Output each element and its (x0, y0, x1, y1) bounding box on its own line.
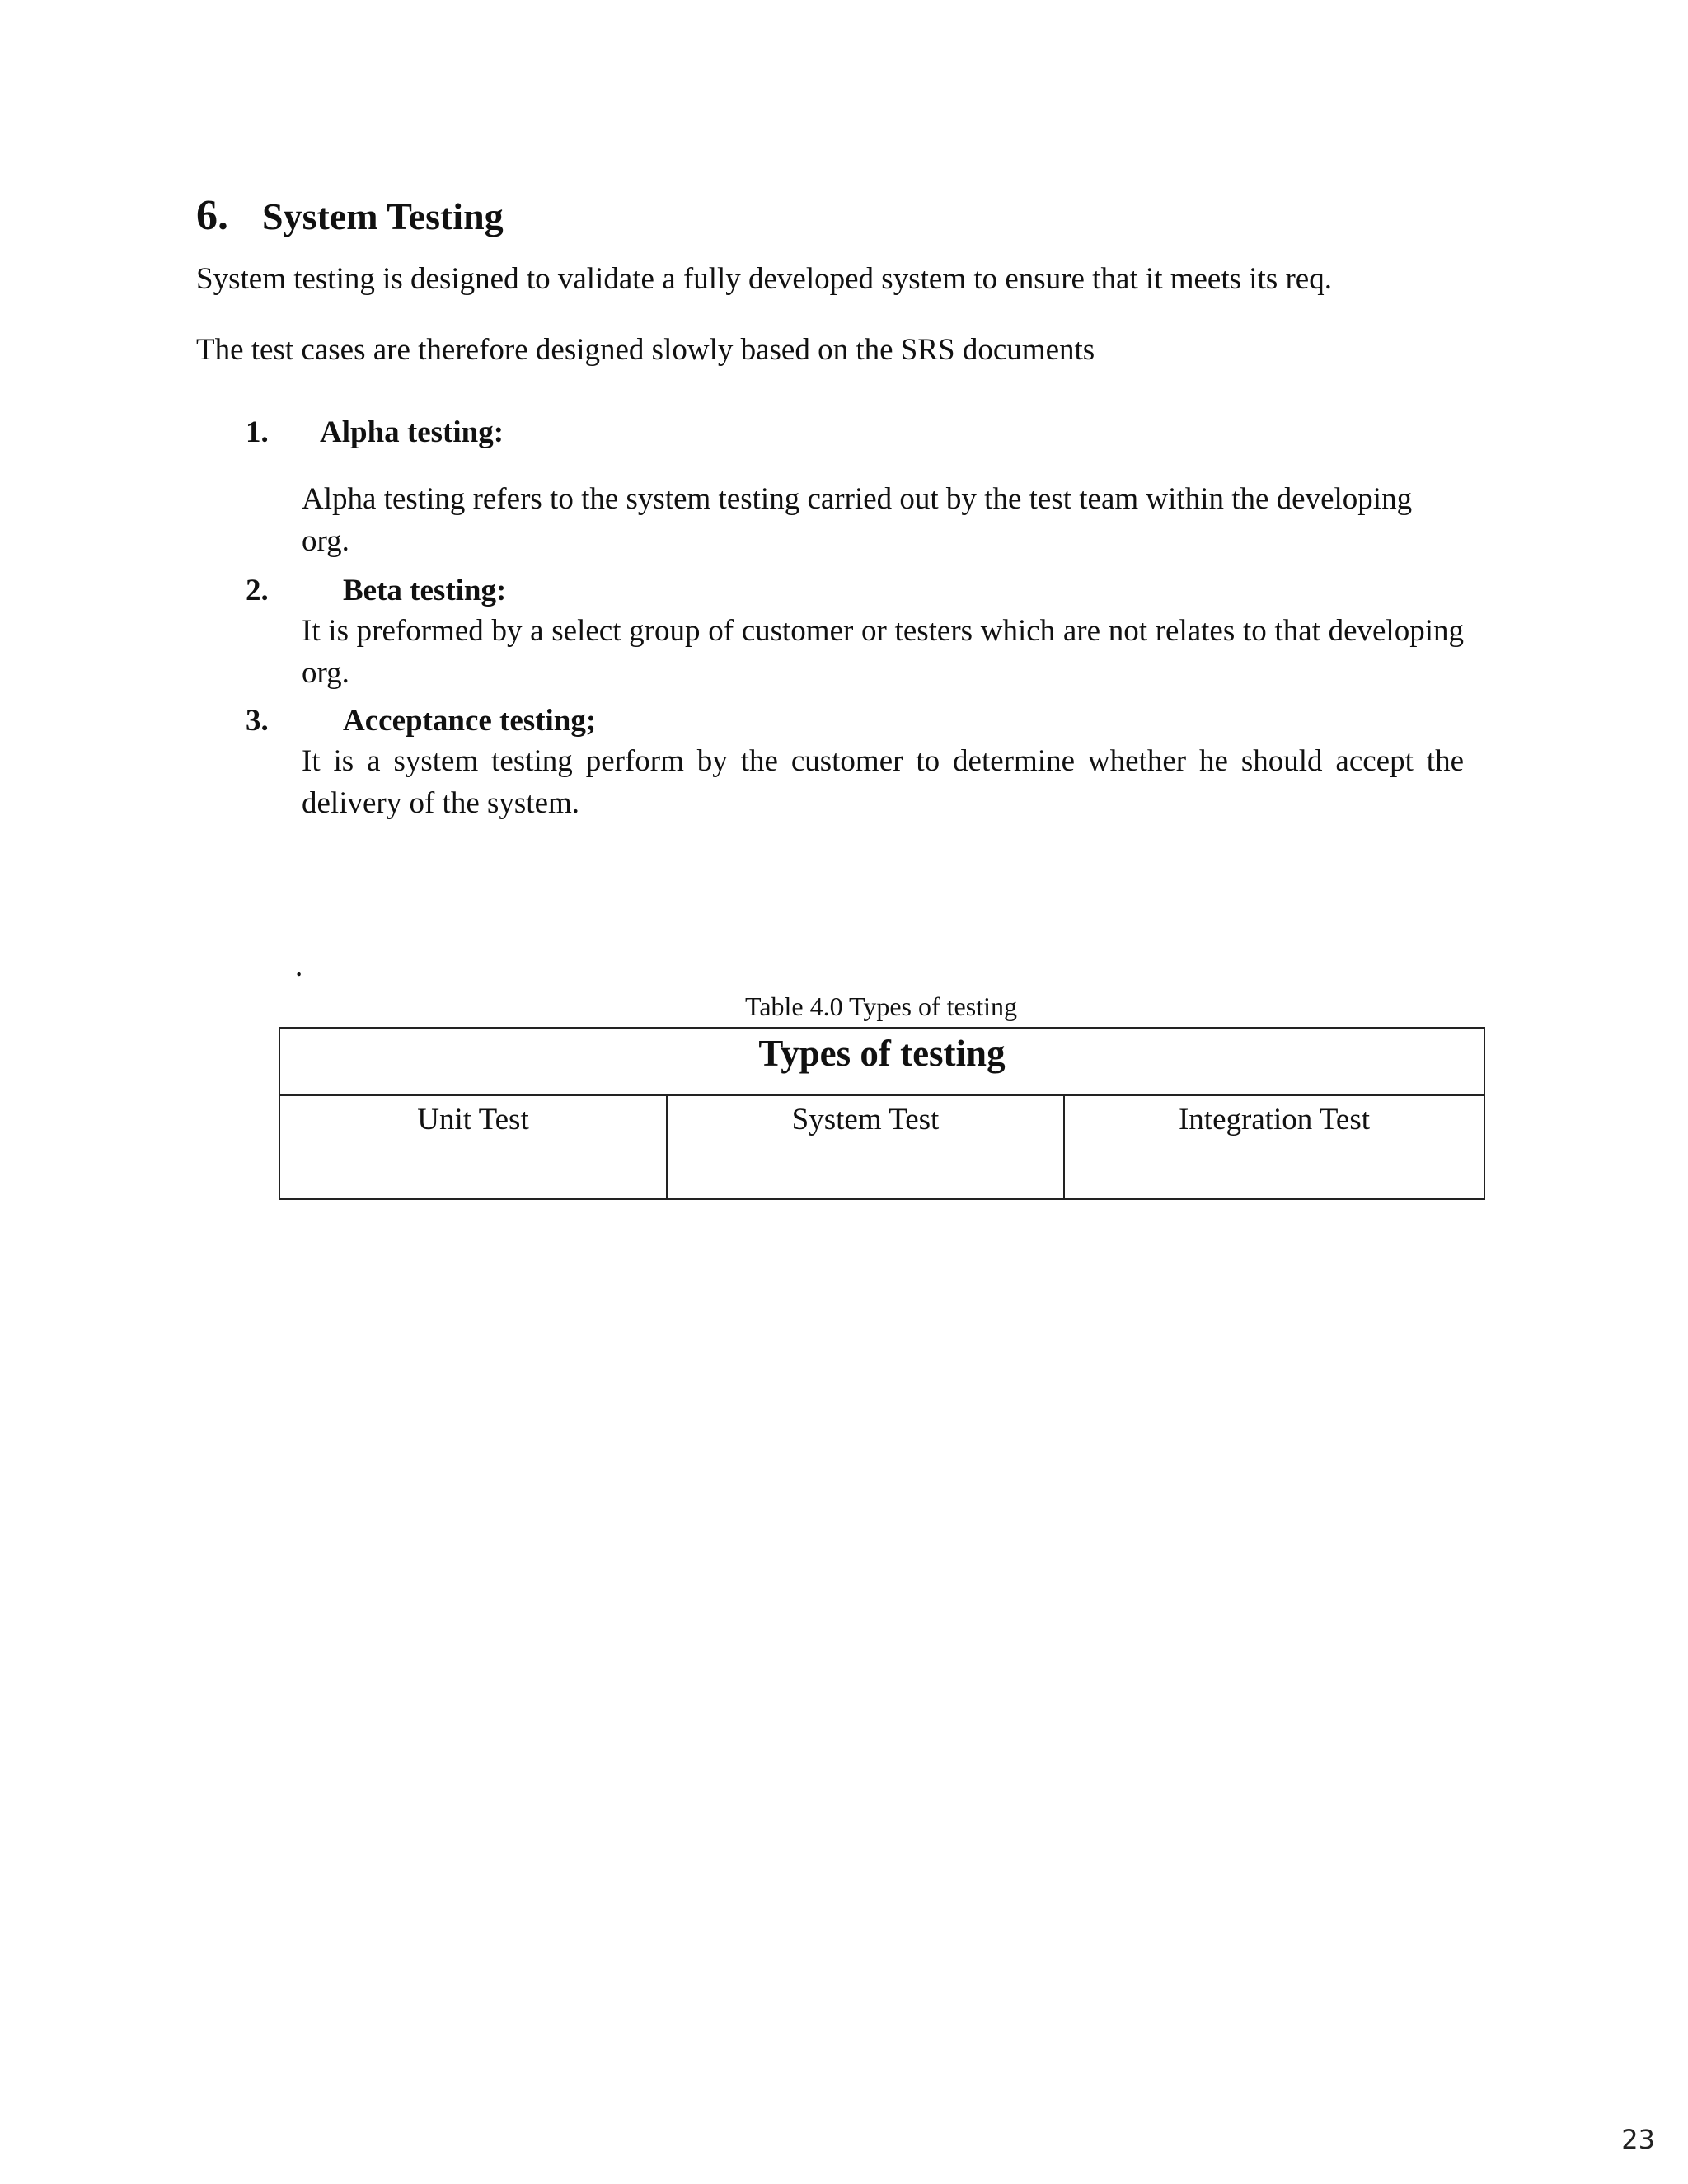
stray-period: . (295, 949, 303, 983)
table-cell-unit-test: Unit Test (279, 1095, 667, 1199)
item-body-beta: It is preformed by a select group of customer or testers which are not relates to that developing org. (302, 614, 1464, 690)
table-row (279, 1095, 1484, 1199)
section-heading (196, 191, 504, 241)
item-title-acceptance: Acceptance testing; (343, 704, 597, 738)
item-number-beta: 2. (246, 574, 269, 607)
table-cell-system-test: System Test (667, 1095, 1064, 1199)
table-header-row (279, 1028, 1484, 1095)
item-title-alpha: Alpha testing: (320, 415, 504, 449)
item-title-beta: Beta testing: (343, 574, 507, 607)
table-caption: Table 4.0 Types of testing (745, 991, 1017, 1021)
item-number-acceptance: 3. (246, 704, 269, 738)
item-body-alpha: Alpha testing refers to the system testing carried out by the test team within the developing org. (302, 482, 1413, 558)
intro-paragraph: System testing is designed to validate a fully developed system to ensure that it meets its req. (196, 262, 1332, 296)
item-body-acceptance: It is a system testing perform by the customer to determine whether he should accept the delivery of the system. (302, 744, 1464, 820)
table-header: Types of testing (279, 1028, 1484, 1095)
page-number: 23 (1621, 2124, 1655, 2155)
srs-paragraph: The test cases are therefore designed slowly based on the SRS documents (196, 333, 1095, 367)
section-title: System Testing (262, 195, 504, 237)
types-of-testing-table (279, 1027, 1485, 1200)
table-cell-integration-test: Integration Test (1064, 1095, 1484, 1199)
item-number-alpha: 1. (246, 415, 269, 449)
section-number: 6. (196, 192, 228, 239)
